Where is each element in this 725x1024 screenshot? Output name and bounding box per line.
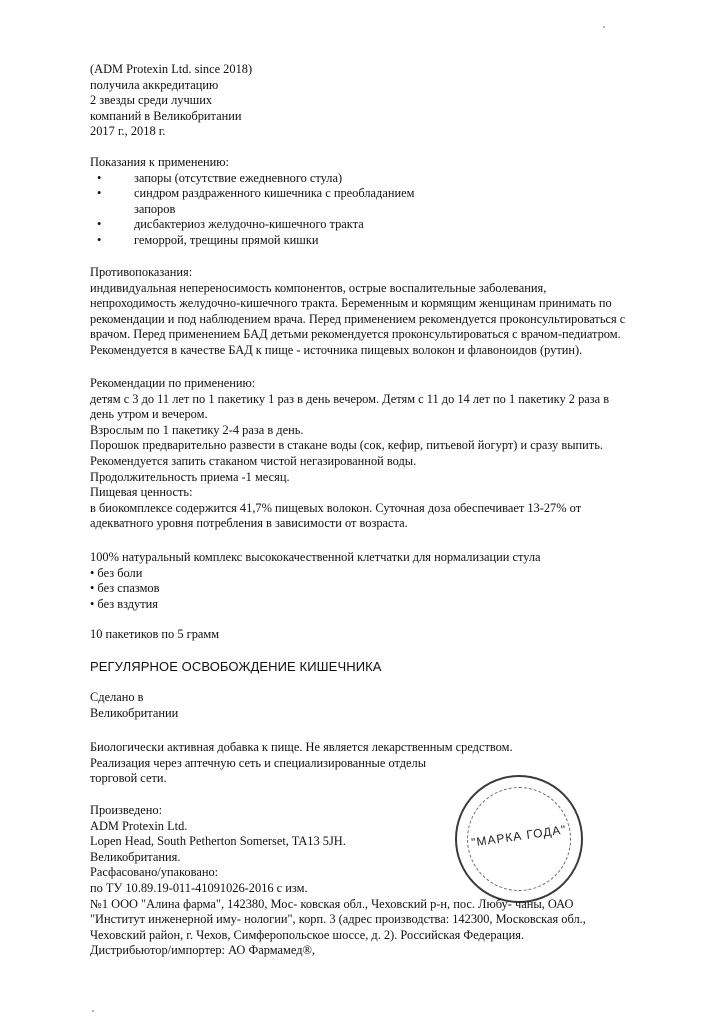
manufacturer-line: по ТУ 10.89.19-011-41091026-2016 с изм. xyxy=(90,880,308,895)
indication-item: • геморрой, трещины прямой кишки xyxy=(97,232,319,247)
nutrition-title: Пищевая ценность: xyxy=(90,485,193,500)
natural-item: • без боли xyxy=(90,565,143,580)
manufacturer-line: "Институт инженерной иму- нологии", корп. 3 (адрес производства: 142300, Московская обл., xyxy=(90,912,586,927)
slogan-block xyxy=(90,659,680,675)
indication-item: • запоры (отсутствие ежедневного стула) xyxy=(97,170,343,185)
accreditation-line: (ADM Protexin Ltd. since 2018) xyxy=(90,62,253,76)
manufacturer-line: ADM Protexin Ltd. xyxy=(90,818,188,833)
manufacturer-line: Великобритания. xyxy=(90,849,181,864)
manufacturer-line: Lopen Head, South Petherton Somerset, TA13 5JH. xyxy=(90,834,346,849)
package-text: 10 пакетиков по 5 грамм xyxy=(90,627,220,641)
disclaimer-line: Биологически активная добавка к пище. Не является лекарственным средством. xyxy=(90,740,513,754)
manufacturer-line: №1 ООО "Алина фарма", 142380, Мос- ковская обл., Чеховский р-н, пос. Любу- чаны, ОАО xyxy=(90,896,574,911)
usage-line: Взрослым по 1 пакетику 2-4 раза в день. xyxy=(90,422,304,437)
package-info xyxy=(90,627,680,643)
indication-item: • синдром раздраженного кишечника с преобладанием xyxy=(97,186,415,201)
usage-line: день утром и вечером. xyxy=(90,407,208,422)
bullet-icon: • xyxy=(97,232,102,247)
natural-intro: 100% натуральный комплекс высококачественной клетчатки для нормализации стула xyxy=(90,550,541,564)
stamp-text: "МАРКА ГОДА" xyxy=(470,822,568,850)
manufacturer-line: Произведено: xyxy=(90,803,163,817)
bullet-icon: • xyxy=(97,186,102,201)
indications-section xyxy=(90,155,680,249)
indication-item-continuation: запоров xyxy=(134,201,176,216)
contraindications-title: Противопоказания: xyxy=(90,265,193,279)
usage-line: детям с 3 до 11 лет по 1 пакетику 1 раз в день вечером. Детям с 11 до 14 лет по 1 пакетику 2 раза в xyxy=(90,391,610,406)
accreditation-block xyxy=(90,62,680,140)
contraindications-line: индивидуальная непереносимость компонентов, острые воспалительные заболевания, xyxy=(90,280,547,295)
slogan-heading: РЕГУЛЯРНОЕ ОСВОБОЖДЕНИЕ КИШЕЧНИКА xyxy=(90,659,382,674)
accreditation-line: получила аккредитацию xyxy=(90,77,219,92)
manufacturer-line: Дистрибьютор/импортер: АО Фармамед®, xyxy=(90,943,316,958)
nutrition-line: в биокомплексе содержится 41,7% пищевых волокон. Суточная доза обеспечивает 13-27% от xyxy=(90,500,582,515)
usage-section xyxy=(90,376,680,532)
made-in-line: Сделано в xyxy=(90,690,144,704)
disclaimer-line: торговой сети. xyxy=(90,771,167,786)
bullet-icon: • xyxy=(97,170,102,185)
manufacturer-block xyxy=(90,803,680,959)
accreditation-line: компаний в Великобритании xyxy=(90,108,242,123)
accreditation-line: 2 звезды среди лучших xyxy=(90,93,213,108)
bullet-icon: • xyxy=(97,217,102,232)
scan-speck xyxy=(603,26,605,28)
contraindications-line: врачом. Перед применением БАД детьми рекомендуется проконсультироваться с врачом-педиатром. xyxy=(90,327,621,342)
usage-line: Порошок предварительно развести в стакане воды (сок, кефир, питьевой йогурт) и сразу выпить. xyxy=(90,438,603,453)
accreditation-line: 2017 г., 2018 г. xyxy=(90,124,166,139)
contraindications-line: рекомендации и под наблюдением врача. Перед применением рекомендуется проконсультироваться с xyxy=(90,311,626,326)
natural-complex-section xyxy=(90,550,680,612)
natural-item: • без спазмов xyxy=(90,581,160,596)
manufacturer-line: Расфасовано/упаковано: xyxy=(90,865,219,880)
usage-line: Продолжительность приема -1 месяц. xyxy=(90,469,290,484)
manufacturer-line: Чеховский район, г. Чехов, Симферопольское шоссе, д. 2). Российская Федерация. xyxy=(90,927,525,942)
made-in-block xyxy=(90,690,680,721)
contraindications-line: непроходимость желудочно-кишечного тракта. Беременным и кормящим женщинам принимать по xyxy=(90,296,612,311)
nutrition-line: адекватного уровня потребления в зависимости от возраста. xyxy=(90,516,408,531)
natural-item: • без вздутия xyxy=(90,596,158,611)
contraindications-section xyxy=(90,265,680,359)
usage-line: Рекомендуется запить стаканом чистой негазированной воды. xyxy=(90,453,417,468)
scan-speck xyxy=(92,1010,94,1012)
contraindications-line: Рекомендуется в качестве БАД к пище - источника пищевых волокон и флавоноидов (рутин). xyxy=(90,342,583,357)
disclaimer-line: Реализация через аптечную сеть и специализированные отделы xyxy=(90,755,427,770)
usage-title: Рекомендации по применению: xyxy=(90,376,256,390)
disclaimer-block xyxy=(90,740,680,787)
indications-title: Показания к применению: xyxy=(90,155,229,169)
indication-item: • дисбактериоз желудочно-кишечного тракта xyxy=(97,217,364,232)
made-in-line: Великобритании xyxy=(90,705,179,720)
